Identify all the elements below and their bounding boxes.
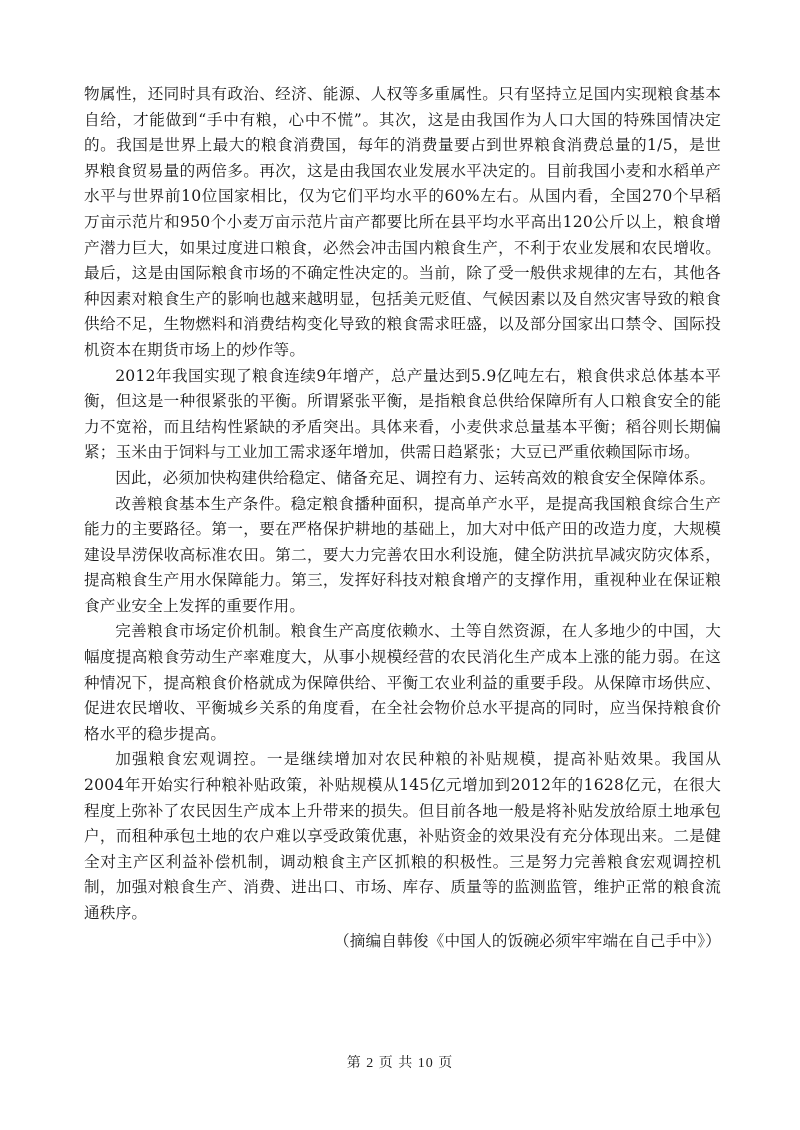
- article-body: [84, 82, 721, 954]
- page-number: 第 2 页 共 10 页: [346, 1056, 454, 1071]
- paragraph-production-conditions: 改善粮食基本生产条件。稳定粮食播种面积，提高单产水平，是提高我国粮食综合生产能力的主要路径。第一，要在严格保护耕地的基础上，加大对中低产田的改造力度，大规模建设旱涝保收高标准农田。第二，要大力完善农田水利设施，健全防洪抗旱减灾防灾体系，提高粮食生产用水保障能力。第三，发挥好科技对粮食增产的支撑作用，重视种业在保证粮食产业安全上发挥的重要作用。: [84, 494, 721, 615]
- paragraph-pricing-mechanism: 完善粮食市场定价机制。粮食生产高度依赖水、土等自然资源，在人多地少的中国，大幅度提高粮食劳动生产率难度大，从事小规模经营的农民消化生产成本上涨的能力弱。在这种情况下，提高粮食价格就成为保障供给、平衡工农业利益的重要手段。从保障市场供应、促进农民增收、平衡城乡关系的角度看，在全社会物价总水平提高的同时，应当保持粮食价格水平的稳步提高。: [84, 622, 721, 743]
- source-citation: （摘编自韩俊《中国人的饭碗必须牢牢端在自己手中》）: [333, 931, 721, 950]
- paragraph-conclusion: 因此，必须加快构建供给稳定、储备充足、调控有力、运转高效的粮食安全保障体系。: [115, 468, 716, 487]
- paragraph-macro-control: 加强粮食宏观调控。一是继续增加对农民种粮的补贴规模，提高补贴效果。我国从2004年开始实行种粮补贴政策，补贴规模从145亿元增加到2012年的1628亿元，在很大程度上弥补了农民因生产成本上升带来的损失。但目前各地一般是将补贴发放给原土地承包户，而租种承包土地的农户难以享受政策优惠，补贴资金的效果没有充分体现出来。二是健全对主产区利益补偿机制，调动粮食主产区抓粮的积极性。三是努力完善粮食宏观调控机制，加强对粮食生产、消费、进出口、市场、库存、质量等的监测监管，维护正常的粮食流通秩序。: [84, 750, 721, 922]
- paragraph-grain-balance: 2012年我国实现了粮食连续9年增产，总产量达到5.9亿吨左右，粮食供求总体基本平衡，但这是一种很紧张的平衡。所谓紧张平衡，是指粮食总供给保障所有人口粮食安全的能力不宽裕，而且结构性紧缺的矛盾突出。具体来看，小麦供求总量基本平衡；稻谷则长期偏紧；玉米由于饲料与工业加工需求逐年增加，供需日趋紧张；大豆已严重依赖国际市场。: [84, 366, 721, 462]
- paragraph-continued: 物属性，还同时具有政治、经济、能源、人权等多重属性。只有坚持立足国内实现粮食基本自给，才能做到“手中有粮，心中不慌”。其次，这是由我国作为人口大国的特殊国情决定的。我国是世界上最大的粮食消费国，每年的消费量要占到世界粮食消费总量的1/5，是世界粮食贸易量的两倍多。再次，这是由我国农业发展水平决定的。目前我国小麦和水稻单产水平与世界前10位国家相比，仅为它们平均水平的60%左右。从国内看，全国270个早稻万亩示范片和950个小麦万亩示范片亩产都要比所在县平均水平高出120公斤以上，粮食增产潜力巨大，如果过度进口粮食，必然会冲击国内粮食生产，不利于农业发展和农民增收。最后，这是由国际粮食市场的不确定性决定的。当前，除了受一般供求规律的左右，其他各种因素对粮食生产的影响也越来越明显，包括美元贬值、气候因素以及自然灾害导致的粮食供给不足，生物燃料和消费结构变化导致的粮食需求旺盛，以及部分国家出口禁令、国际投机资本在期货市场上的炒作等。: [84, 85, 721, 359]
